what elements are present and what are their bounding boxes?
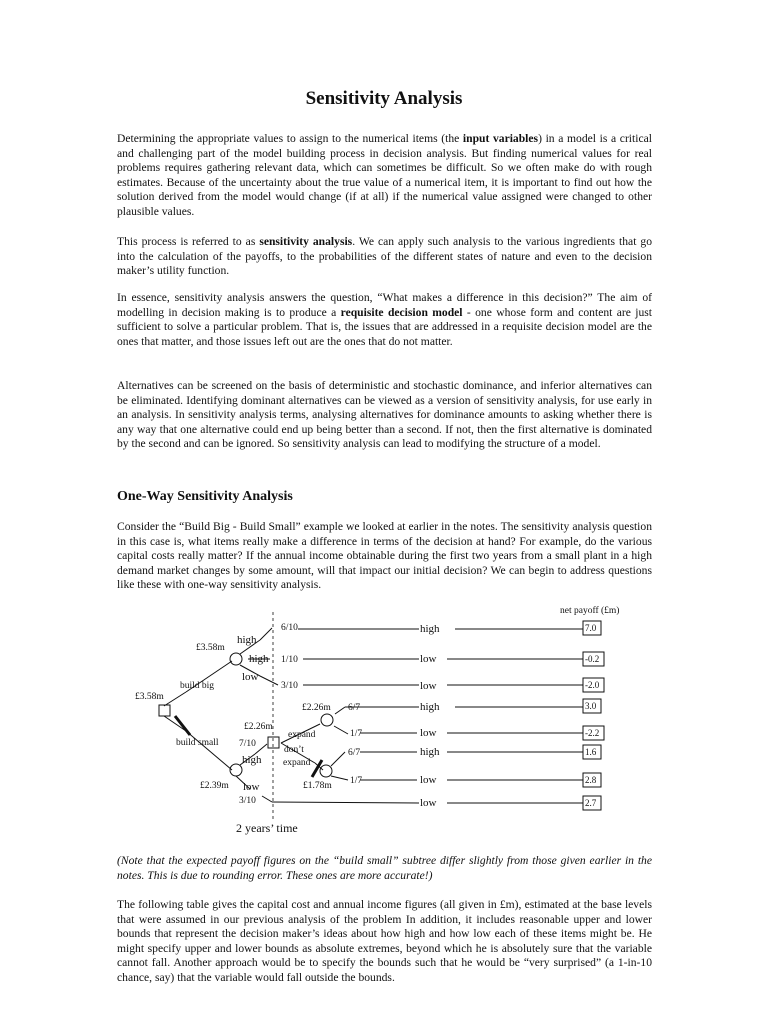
root-value-label: £3.58m	[135, 692, 164, 702]
payoff-value: -2.0	[585, 680, 600, 690]
payoff-value: -0.2	[585, 654, 600, 664]
small-decision-value-label: £2.26m	[244, 722, 273, 732]
build-big-chance-node	[230, 653, 242, 665]
paragraph-build-big-small: Consider the “Build Big - Build Small” example we looked at earlier in the notes. The sensitivity analysis question in this case is, what items really make a difference in terms of the decision at hand? For example, do the various capital costs really matter? If the annual income obtainable during the first two years from a small plant in a high demand market changes by some amount, will that impact our initial decision? We can begin to address questions like these with one-way sensitivity analysis.	[117, 520, 652, 592]
high-demand-label: high	[237, 634, 257, 646]
prob-label: 6/7	[348, 748, 361, 758]
prob-label: 6/10	[281, 623, 298, 633]
emphasized-term: requisite decision model	[340, 305, 463, 319]
expand-chance-node	[321, 714, 333, 726]
outcome-label: high	[420, 746, 440, 758]
prob-label: 1/10	[281, 655, 298, 665]
emphasized-term: sensitivity analysis	[259, 235, 353, 248]
payoff-value: 3.0	[585, 701, 597, 711]
paragraph-dominance: Alternatives can be screened on the basis of deterministic and stochastic dominance, and inferior alternatives can be eliminated. Identifying dominant alternatives can be viewed as a version of sensitivity analysis, for use early in an analysis. In sensitivity analysis terms, analysing alternatives for dominance amounts to asking whether there is any way that one alternative could end up being better than a second. If not, then the first alternative is dominated by the second and can be ignored. So sensitivity analysis can lead to modifying the structure of a model.	[117, 379, 652, 451]
time-label: 2 years’ time	[236, 821, 298, 835]
paragraph-sensitivity-analysis: This process is referred to as sensitivity analysis. We can apply such analysis to the various ingredients that go into the calculation of the payoffs, to the probabilities of the different states of nature and even to the decision maker’s utility function.	[117, 235, 652, 278]
section-heading: One-Way Sensitivity Analysis	[117, 489, 293, 504]
net-payoff-header: net payoff (£m)	[560, 606, 620, 616]
paragraph-requisite-model: In essence, sensitivity analysis answers the question, “What makes a difference in this decision?” The aim of modelling in decision making is to produce a requisite decision model - one whose form and content are just sufficient to solve a particular problem. That is, the issues that are addressed in a requisite decision model are the ones that matter, and those issues left out are the ones that do not matter.	[117, 291, 653, 348]
expand-decision-node	[268, 737, 279, 748]
root-decision-node	[159, 705, 170, 716]
payoff-value: -2.2	[585, 728, 600, 738]
prob-label: 1/7	[350, 776, 363, 786]
small-low-label: low	[243, 781, 260, 793]
build-small-value-label: £2.39m	[200, 781, 229, 791]
paragraph-intro: Determining the appropriate values to assign to the numerical items (the input variables) in a model is a critical and challenging part of the model building process in decision analysis. But finding numerical values for real problems requires gathering relevant data, which can sometimes be difficult. So we often make do with rough estimates. Because of the uncertainty about the true value of a numerical item, it is important to find out how the solution derived from the model would change (if at all) if the numerical value assigned were changed to other plausible values.	[117, 132, 652, 218]
dont-expand-value-label: £1.78m	[303, 781, 332, 791]
payoff-value: 2.7	[585, 798, 597, 808]
dont-expand-label: don’t	[284, 745, 304, 755]
outcome-label: low	[420, 653, 437, 665]
prob-label: 7/10	[239, 739, 256, 749]
emphasized-term: input variables	[462, 132, 539, 145]
prob-label: 1/7	[350, 729, 363, 739]
dont-expand-chance-node	[320, 765, 332, 777]
payoff-value: 2.8	[585, 775, 597, 785]
decision-tree-diagram	[130, 600, 650, 840]
paragraph-note: (Note that the expected payoff figures on the “build small” subtree differ slightly from those given earlier in the notes. This is due to rounding error. These ones are more accurate!)	[117, 854, 652, 882]
small-high-label: high	[242, 754, 262, 766]
expand-label: expand	[288, 730, 316, 740]
high-node-label: high	[249, 653, 269, 665]
outcome-label: low	[420, 727, 437, 739]
outcome-label: high	[420, 623, 440, 635]
dont-expand-label: expand	[283, 758, 311, 768]
expand-value-label: £2.26m	[302, 703, 331, 713]
prob-label: 3/10	[281, 681, 298, 691]
payoff-value: 1.6	[585, 747, 597, 757]
build-big-branch-label: build big	[180, 681, 215, 691]
low-demand-label: low	[242, 671, 259, 683]
outcome-label: low	[420, 774, 437, 786]
page-title: Sensitivity Analysis	[305, 88, 463, 109]
outcome-label: low	[420, 797, 437, 809]
outcome-label: low	[420, 680, 437, 692]
prob-label: 3/10	[239, 796, 256, 806]
build-big-value-label: £3.58m	[196, 643, 225, 653]
paragraph-table-intro: The following table gives the capital cost and annual income figures (all given in £m), estimated at the base levels that were assumed in our previous analysis of the problem In addition, it includes reasonable upper and lower bounds that represent the decision maker’s ideas about how high and how low each of these items might be. He might specify upper and lower bounds as absolute extremes, beyond which he is absolutely sure that the variable cannot fall. Another approach would be to specify the bounds such that he would be “very surprised” (a 1-in-10 chance, say) that the variable would fall outside the bounds.	[117, 898, 652, 984]
payoff-value: 7.0	[585, 623, 597, 633]
build-small-branch-label: build small	[176, 738, 219, 748]
outcome-label: high	[420, 701, 440, 713]
prob-label: 6/7	[348, 703, 361, 713]
